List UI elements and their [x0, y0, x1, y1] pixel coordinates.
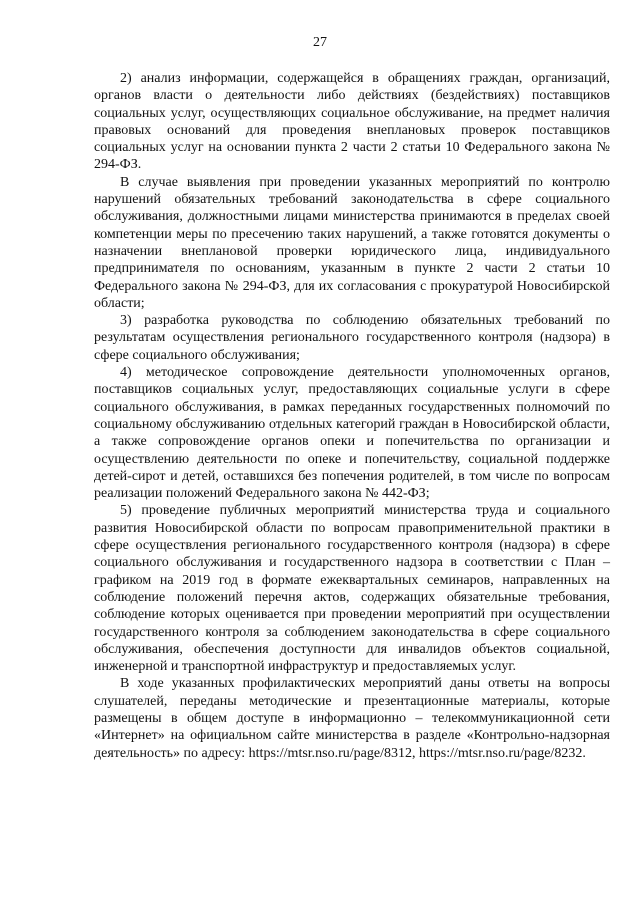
paragraph-methodical-support: 4) методическое сопровождение деятельности уполномоченных органов, поставщиков социальных услуг, предоставляющих социальные услуги в сфере социального обслуживания, в рамках переданных государственных полномочий по социальному обслуживанию отдельных категорий граждан в Новосибирской области, а также сопровождение органов опеки и попечительства по организации и осуществлению деятельности по опеке и попечительству, социальной поддержке детей-сирот и детей, оставшихся без попечения родителей, в том числе по вопросам реализации положений Федерального закона № 442-ФЗ;	[94, 365, 610, 502]
paragraph-analysis-of-appeals: 2) анализ информации, содержащейся в обращениях граждан, организаций, органов власти о деятельности либо действиях (бездействиях) поставщиков социальных услуг, осуществляющих социальное обслуживание, на предмет наличия правовых оснований для проведения внеплановых проверок поставщиков социальных услуг на основании пункта 2 части 2 статьи 10 Федерального закона № 294-ФЗ.	[94, 71, 610, 173]
document-body	[94, 70, 610, 762]
paragraph-violations-measures: В случае выявления при проведении указанных мероприятий по контролю нарушений обязательных требований законодательства в сфере социального обслуживания, должностными лицами министерства принимаются в пределах своей компетенции меры по пресечению таких нарушений, а также готовятся документы о назначении внеплановой проверки юридического лица, индивидуального предпринимателя по основаниям, указанным в пункте 2 части 2 статьи 10 Федерального закона № 294-ФЗ, для их согласования с прокуратурой Новосибирской области;	[94, 174, 610, 311]
page-number: 27	[313, 35, 327, 50]
paragraph-public-events: 5) проведение публичных мероприятий министерства труда и социального развития Новосибирской области по вопросам правоприменительной практики в сфере осуществления регионального государственного контроля (надзора) в сфере социального обслуживания и государственного надзора в соответствии с План – графиком на 2019 год в формате ежеквартальных семинаров, направленных на соблюдение положений перечня актов, содержащих обязательные требования, соблюдение которых оценивается при проведении мероприятий при осуществлении государственного контроля за соблюдением законодательства в сфере социального обслуживания, обеспечения доступности для инвалидов объектов социальной, инженерной и транспортной инфраструктур и предоставляемых услуг.	[94, 503, 610, 675]
paragraph-prevention-results: В ходе указанных профилактических мероприятий даны ответы на вопросы слушателей, переданы методические и презентационные материалы, которые размещены в общем доступе в информационно – телекоммуникационной сети «Интернет» на официальном сайте министерства в разделе «Контрольно-надзорная деятельность» по адресу: https://mtsr.nso.ru/page/8312, https://mtsr.nso.ru/page/8232.	[94, 676, 610, 761]
paragraph-compliance-guide: 3) разработка руководства по соблюдению обязательных требований по результатам осуществления регионального государственного контроля (надзора) в сфере социального обслуживания;	[94, 313, 610, 363]
